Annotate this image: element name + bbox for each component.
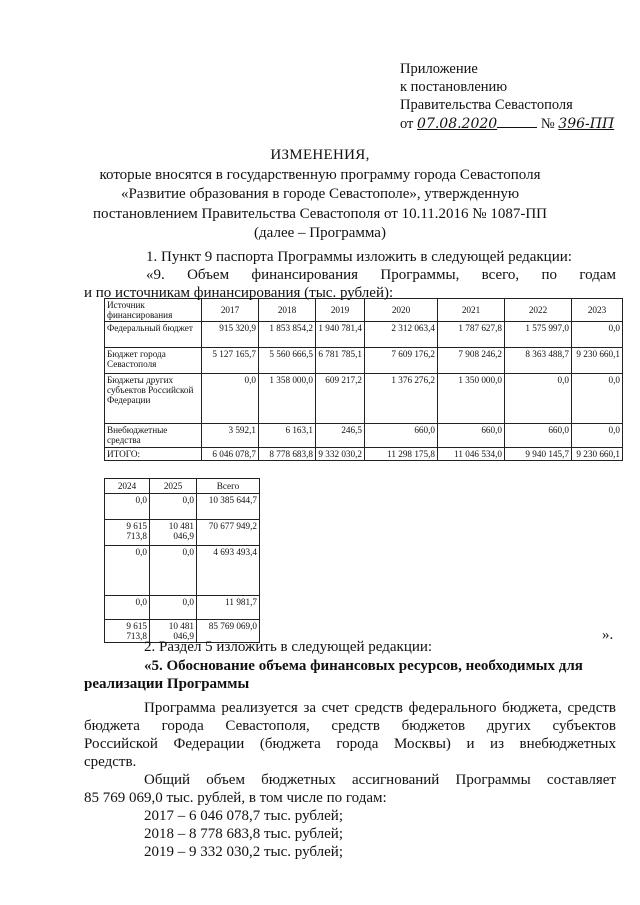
table-cell: 915 320,9 bbox=[202, 322, 259, 348]
table-cell: 10 481 046,9 bbox=[150, 520, 197, 546]
section5-title-line-2: реализации Программы bbox=[84, 676, 250, 692]
table-cell: 9 615 713,8 bbox=[105, 520, 150, 546]
quote-close: ». bbox=[602, 627, 614, 643]
table-row bbox=[105, 348, 623, 374]
table-row-total bbox=[105, 448, 623, 461]
p1-line-4: средств. bbox=[84, 754, 137, 770]
table-cell: 0,0 bbox=[105, 596, 150, 620]
p2-line-1: Общий объем бюджетных ассигнований Программы составляет bbox=[144, 772, 616, 788]
table-cell: 10 481 046,9 bbox=[150, 620, 197, 643]
table-cell: 11 298 175,8 bbox=[365, 448, 438, 461]
table-cell: 11 981,7 bbox=[197, 596, 260, 620]
table-cell: 10 385 644,7 bbox=[197, 494, 260, 520]
header-cell: 2018 bbox=[259, 299, 316, 322]
table-row bbox=[105, 322, 623, 348]
financing-table bbox=[104, 298, 623, 461]
table-cell: 0,0 bbox=[150, 494, 197, 520]
p1-line-1: Программа реализуется за счет средств федерального бюджета, средств bbox=[144, 700, 616, 716]
title-line-4: постановлением Правительства Севастополя от 10.11.2016 № 1087-ПП bbox=[93, 205, 547, 222]
header-cell: 2024 bbox=[105, 479, 150, 494]
item1-line-3: и по источникам финансирования (тыс. рублей): bbox=[84, 285, 394, 301]
section5-title bbox=[84, 657, 616, 693]
financing-table-continued-header bbox=[105, 479, 260, 494]
title-line-2: которые вносятся в государственную программу города Севастополя bbox=[99, 166, 541, 183]
header-cell: 2019 bbox=[316, 299, 365, 322]
item1-line-1: 1. Пункт 9 паспорта Программы изложить в следующей редакции: bbox=[146, 249, 572, 265]
table-cell: 70 677 949,2 bbox=[197, 520, 260, 546]
table-cell: 0,0 bbox=[505, 374, 572, 424]
table-row bbox=[105, 520, 260, 546]
table-cell: 6 163,1 bbox=[259, 424, 316, 448]
header-cell: 2023 bbox=[572, 299, 623, 322]
header-cell: Источник финансирования bbox=[105, 299, 202, 322]
year-2018-amount: 2018 – 8 778 683,8 тыс. рублей; bbox=[144, 826, 343, 842]
table-cell: 6 781 785,1 bbox=[316, 348, 365, 374]
appendix-block bbox=[400, 60, 614, 133]
header-cell: 2025 bbox=[150, 479, 197, 494]
table-cell: 660,0 bbox=[505, 424, 572, 448]
from-prefix: от bbox=[400, 116, 414, 132]
row-label: Бюджет города Севастополя bbox=[105, 348, 202, 374]
table-cell: 3 592,1 bbox=[202, 424, 259, 448]
table-row bbox=[105, 374, 623, 424]
table-cell: 7 609 176,2 bbox=[365, 348, 438, 374]
section5-paragraph-2 bbox=[84, 771, 616, 861]
table-row bbox=[105, 494, 260, 520]
header-cell: Всего bbox=[197, 479, 260, 494]
header-cell: 2020 bbox=[365, 299, 438, 322]
header-cell: 2017 bbox=[202, 299, 259, 322]
row-label: ИТОГО: bbox=[105, 448, 202, 461]
table-cell: 7 908 246,2 bbox=[438, 348, 505, 374]
resolution-date: 07.08.2020 bbox=[417, 116, 498, 132]
table-cell: 2 312 063,4 bbox=[365, 322, 438, 348]
table-cell: 1 787 627,8 bbox=[438, 322, 505, 348]
table-cell: 9 940 145,7 bbox=[505, 448, 572, 461]
row-label: Бюджеты других субъектов Российской Федерации bbox=[105, 374, 202, 424]
table-cell: 660,0 bbox=[438, 424, 505, 448]
title-heading: ИЗМЕНЕНИЯ, bbox=[270, 147, 370, 163]
table-cell: 11 046 534,0 bbox=[438, 448, 505, 461]
financing-table-header bbox=[105, 299, 623, 322]
row-label: Внебюджетные средства bbox=[105, 424, 202, 448]
table-cell: 0,0 bbox=[105, 494, 150, 520]
table-cell: 0,0 bbox=[572, 424, 623, 448]
table-cell: 5 560 666,5 bbox=[259, 348, 316, 374]
header-cell: 2022 bbox=[505, 299, 572, 322]
table-cell: 8 363 488,7 bbox=[505, 348, 572, 374]
row-label: Федеральный бюджет bbox=[105, 322, 202, 348]
appendix-line-3: Правительства Севастополя bbox=[400, 97, 573, 113]
resolution-number: 396-ПП bbox=[558, 116, 615, 132]
section5-title-line-1: «5. Обоснование объема финансовых ресурсов, необходимых для bbox=[144, 658, 583, 674]
header-cell: 2021 bbox=[438, 299, 505, 322]
title-line-3: «Развитие образования в городе Севастополе», утвержденную bbox=[120, 186, 520, 202]
table-cell: 0,0 bbox=[202, 374, 259, 424]
appendix-date-line bbox=[400, 114, 614, 133]
year-2017-amount: 2017 – 6 046 078,7 тыс. рублей; bbox=[144, 808, 343, 824]
appendix-line-1: Приложение bbox=[400, 61, 478, 77]
table-cell: 4 693 493,4 bbox=[197, 546, 260, 596]
table-cell: 1 575 997,0 bbox=[505, 322, 572, 348]
table-cell: 9 615 713,8 bbox=[105, 620, 150, 643]
item2-heading: 2. Раздел 5 изложить в следующей редакции: bbox=[144, 639, 433, 655]
table-cell: 1 350 000,0 bbox=[438, 374, 505, 424]
table-cell: 1 853 854,2 bbox=[259, 322, 316, 348]
table-row bbox=[105, 596, 260, 620]
table-cell: 9 332 030,2 bbox=[316, 448, 365, 461]
document-title bbox=[0, 146, 640, 244]
p2-line-2: 85 769 069,0 тыс. рублей, в том числе по годам: bbox=[84, 790, 387, 806]
section5-paragraph-1 bbox=[84, 699, 616, 771]
table-cell: 246,5 bbox=[316, 424, 365, 448]
table-cell: 0,0 bbox=[572, 322, 623, 348]
table-cell: 609 217,2 bbox=[316, 374, 365, 424]
number-prefix: № bbox=[540, 116, 555, 132]
table-cell: 1 358 000,0 bbox=[259, 374, 316, 424]
table-cell: 9 230 660,1 bbox=[572, 348, 623, 374]
title-line-5: (далее – Программа) bbox=[254, 225, 386, 241]
year-2019-amount: 2019 – 9 332 030,2 тыс. рублей; bbox=[144, 844, 343, 860]
table-cell: 1 376 276,2 bbox=[365, 374, 438, 424]
table-cell: 1 940 781,4 bbox=[316, 322, 365, 348]
table-cell: 8 778 683,8 bbox=[259, 448, 316, 461]
table-cell: 0,0 bbox=[150, 546, 197, 596]
table-cell: 0,0 bbox=[150, 596, 197, 620]
item1-line-2: «9. Объем финансирования Программы, всего, по годам bbox=[146, 267, 616, 283]
table-row bbox=[105, 424, 623, 448]
date-underline bbox=[497, 114, 537, 128]
table-cell: 6 046 078,7 bbox=[202, 448, 259, 461]
table-cell: 5 127 165,7 bbox=[202, 348, 259, 374]
table-cell: 660,0 bbox=[365, 424, 438, 448]
table-cell: 9 230 660,1 bbox=[572, 448, 623, 461]
table-row bbox=[105, 546, 260, 596]
financing-table-continued bbox=[104, 478, 260, 643]
table-cell: 0,0 bbox=[105, 546, 150, 596]
table-cell: 0,0 bbox=[572, 374, 623, 424]
item1-paragraph bbox=[84, 248, 616, 302]
appendix-line-2: к постановлению bbox=[400, 79, 508, 95]
p1-line-2: бюджета города Севастополя, средств бюджетов других субъектов bbox=[84, 718, 616, 734]
p1-line-3: Российской Федерации (бюджета города Москвы) и из внебюджетных bbox=[84, 736, 616, 752]
table-cell: 85 769 069,0 bbox=[197, 620, 260, 643]
